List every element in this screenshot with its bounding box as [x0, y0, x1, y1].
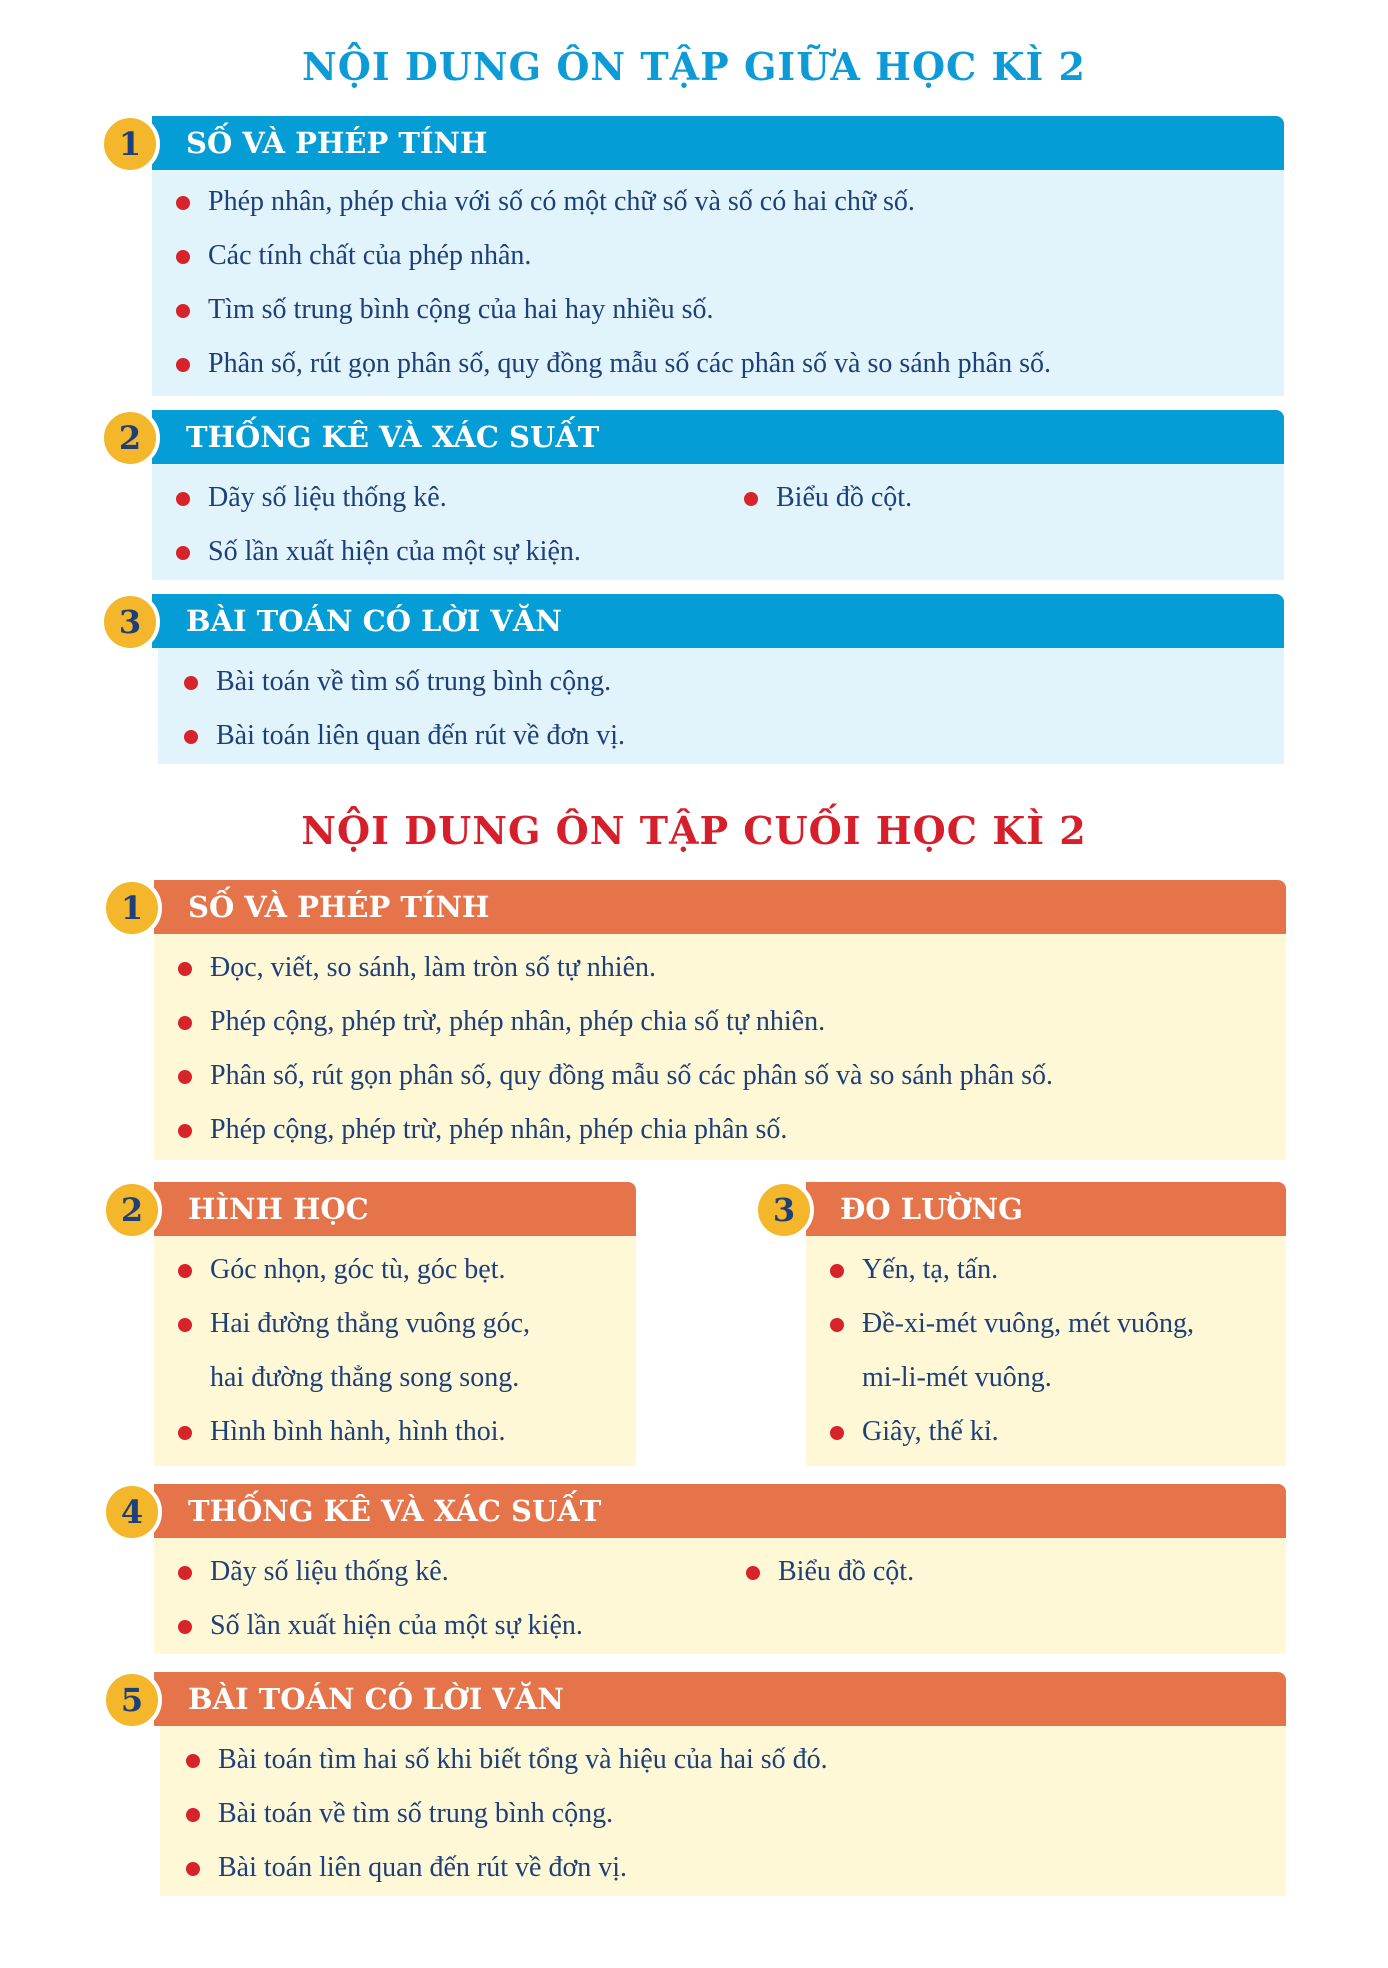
bullet-icon	[178, 1620, 192, 1634]
section-header	[154, 880, 1286, 934]
list-item: Phép nhân, phép chia với số có một chữ số và số có hai chữ số.	[208, 186, 915, 217]
section-number-badge: 1	[100, 114, 160, 174]
bullet-icon	[178, 1318, 192, 1332]
bullet-icon	[176, 546, 190, 560]
list-item: Biểu đồ cột.	[776, 482, 913, 513]
section-heading: SỐ VÀ PHÉP TÍNH	[186, 126, 488, 160]
list-item: Các tính chất của phép nhân.	[208, 240, 532, 271]
section-header	[152, 116, 1284, 170]
list-item: Bài toán về tìm số trung bình cộng.	[218, 1798, 614, 1829]
section-heading: THỐNG KÊ VÀ XÁC SUẤT	[186, 420, 600, 454]
list-item: Phân số, rút gọn phân số, quy đồng mẫu số các phân số và so sánh phân số.	[210, 1060, 1054, 1091]
section-heading: BÀI TOÁN CÓ LỜI VĂN	[188, 1682, 564, 1716]
list-item: Bài toán tìm hai số khi biết tổng và hiệu của hai số đó.	[218, 1744, 828, 1775]
section-header	[152, 594, 1284, 648]
section-number-badge: 2	[100, 408, 160, 468]
list-item: Hai đường thẳng vuông góc,	[210, 1308, 531, 1339]
list-item: Phân số, rút gọn phân số, quy đồng mẫu số các phân số và so sánh phân số.	[208, 348, 1052, 379]
list-item: Số lần xuất hiện của một sự kiện.	[210, 1610, 583, 1641]
bullet-icon	[186, 1862, 200, 1876]
bullet-icon	[746, 1566, 760, 1580]
list-item: Bài toán về tìm số trung bình cộng.	[216, 666, 612, 697]
bullet-icon	[178, 1016, 192, 1030]
bullet-icon	[178, 962, 192, 976]
bullet-icon	[744, 492, 758, 506]
section-heading: ĐO LƯỜNG	[840, 1192, 1023, 1226]
list-item: Dãy số liệu thống kê.	[210, 1556, 449, 1587]
list-item: Dãy số liệu thống kê.	[208, 482, 447, 513]
section-header	[154, 1484, 1286, 1538]
list-item: Bài toán liên quan đến rút về đơn vị.	[218, 1852, 628, 1883]
bullet-icon	[178, 1070, 192, 1084]
section-header	[152, 410, 1284, 464]
list-item: Giây, thế kỉ.	[862, 1416, 999, 1447]
list-item: Số lần xuất hiện của một sự kiện.	[208, 536, 581, 567]
section-header	[154, 1672, 1286, 1726]
section-number-badge: 3	[754, 1180, 814, 1240]
bullet-icon	[178, 1264, 192, 1278]
bullet-icon	[830, 1318, 844, 1332]
section-heading: BÀI TOÁN CÓ LỜI VĂN	[186, 604, 562, 638]
section-header	[154, 1182, 636, 1236]
bullet-icon	[178, 1566, 192, 1580]
bullet-icon	[176, 492, 190, 506]
section-heading: HÌNH HỌC	[188, 1192, 369, 1226]
bullet-icon	[178, 1426, 192, 1440]
bullet-icon	[830, 1426, 844, 1440]
bullet-icon	[830, 1264, 844, 1278]
list-item: Đọc, viết, so sánh, làm tròn số tự nhiên.	[210, 952, 657, 983]
bullet-icon	[176, 304, 190, 318]
list-item: Bài toán liên quan đến rút về đơn vị.	[216, 720, 626, 751]
bullet-icon	[176, 196, 190, 210]
list-item: Đề-xi-mét vuông, mét vuông,	[862, 1308, 1195, 1339]
midterm-title: NỘI DUNG ÔN TẬP GIỮA HỌC KÌ 2	[301, 44, 1086, 89]
list-item: Phép cộng, phép trừ, phép nhân, phép chia phân số.	[210, 1114, 788, 1145]
bullet-icon	[186, 1808, 200, 1822]
section-heading: SỐ VÀ PHÉP TÍNH	[188, 890, 490, 924]
bullet-icon	[178, 1124, 192, 1138]
list-item: Góc nhọn, góc tù, góc bẹt.	[210, 1254, 506, 1285]
list-item: Yến, tạ, tấn.	[862, 1254, 999, 1285]
section-number-badge: 4	[102, 1482, 162, 1542]
section-number-badge: 2	[102, 1180, 162, 1240]
section-number-badge: 5	[102, 1670, 162, 1730]
list-item: mi-li-mét vuông.	[862, 1362, 1052, 1393]
section-heading: THỐNG KÊ VÀ XÁC SUẤT	[188, 1494, 602, 1528]
section-header	[806, 1182, 1286, 1236]
list-item: hai đường thẳng song song.	[210, 1362, 520, 1393]
bullet-icon	[184, 676, 198, 690]
list-item: Tìm số trung bình cộng của hai hay nhiều số.	[208, 294, 714, 325]
bullet-icon	[184, 730, 198, 744]
list-item: Hình bình hành, hình thoi.	[210, 1416, 506, 1447]
list-item: Phép cộng, phép trừ, phép nhân, phép chia số tự nhiên.	[210, 1006, 826, 1037]
bullet-icon	[176, 250, 190, 264]
list-item: Biểu đồ cột.	[778, 1556, 915, 1587]
bullet-icon	[186, 1754, 200, 1768]
bullet-icon	[176, 358, 190, 372]
section-number-badge: 3	[100, 592, 160, 652]
final-title: NỘI DUNG ÔN TẬP CUỐI HỌC KÌ 2	[301, 808, 1087, 853]
section-number-badge: 1	[102, 878, 162, 938]
